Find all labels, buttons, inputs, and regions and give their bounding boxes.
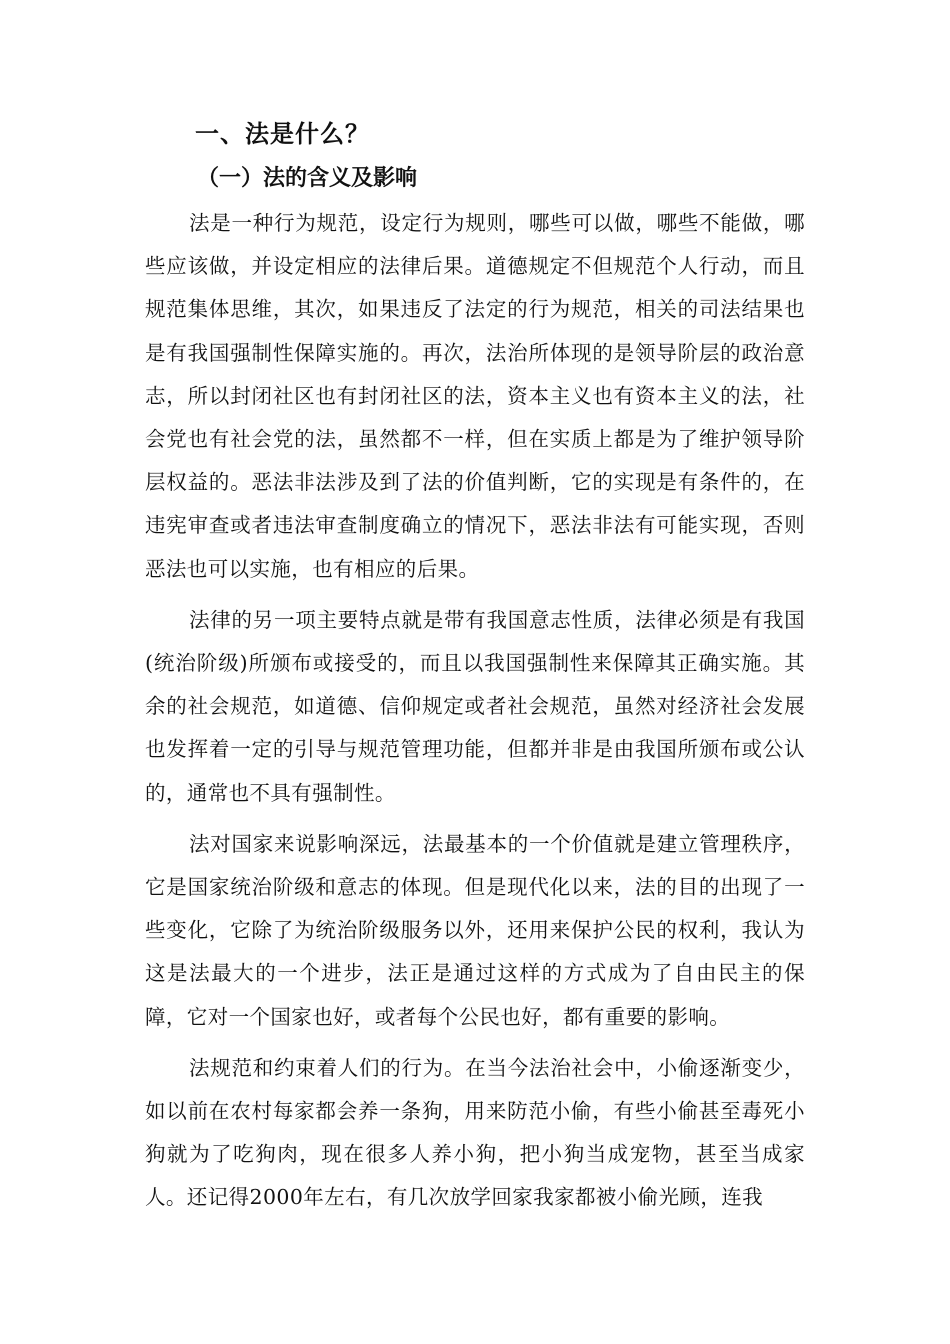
section-heading: 一、法是什么？ [195, 120, 370, 148]
paragraph-4: 法规范和约束着人们的行为。在当今法治社会中，小偷逐渐变少，如以前在农村每家都会养一条狗，用来防范小偷，有些小偷甚至毒死小狗就为了吃狗肉，现在很多人养小狗，把小狗当成宠物，甚至当成家人。还记得2000年左右，有几次放学回家我家都被小偷光顾，连我 [145, 1055, 805, 1210]
paragraph-2: 法律的另一项主要特点就是带有我国意志性质，法律必须是有我国(统治阶级)所颁布或接受的，而且以我国强制性来保障其正确实施。其余的社会规范，如道德、信仰规定或者社会规范，虽然对经济社会发展也发挥着一定的引导与规范管理功能，但都并非是由我国所颁布或公认的，通常也不具有强制性。 [145, 607, 805, 805]
document-body [145, 112, 805, 1228]
paragraph-1: 法是一种行为规范，设定行为规则，哪些可以做，哪些不能做，哪些应该做，并设定相应的法律后果。道德规定不但规范个人行动，而且规范集体思维，其次，如果违反了法定的行为规范，相关的司法结果也是有我国强制性保障实施的。再次，法治所体现的是领导阶层的政治意志，所以封闭社区也有封闭社区的法，资本主义也有资本主义的法，社会党也有社会党的法，虽然都不一样，但在实质上都是为了维护领导阶层权益的。恶法非法涉及到了法的价值判断，它的实现是有条件的，在违宪审查或者违法审查制度确立的情况下，恶法非法有可能实现，否则恶法也可以实施，也有相应的后果。 [145, 211, 805, 581]
paragraph-3: 法对国家来说影响深远，法最基本的一个价值就是建立管理秩序，它是国家统治阶级和意志的体现。但是现代化以来，法的目的出现了一些变化，它除了为统治阶级服务以外，还用来保护公民的权利，我认为这是法最大的一个进步，法正是通过这样的方式成为了自由民主的保障，它对一个国家也好，或者每个公民也好，都有重要的影响。 [145, 831, 805, 1029]
subsection-heading: （一）法的含义及影响 [197, 166, 418, 191]
